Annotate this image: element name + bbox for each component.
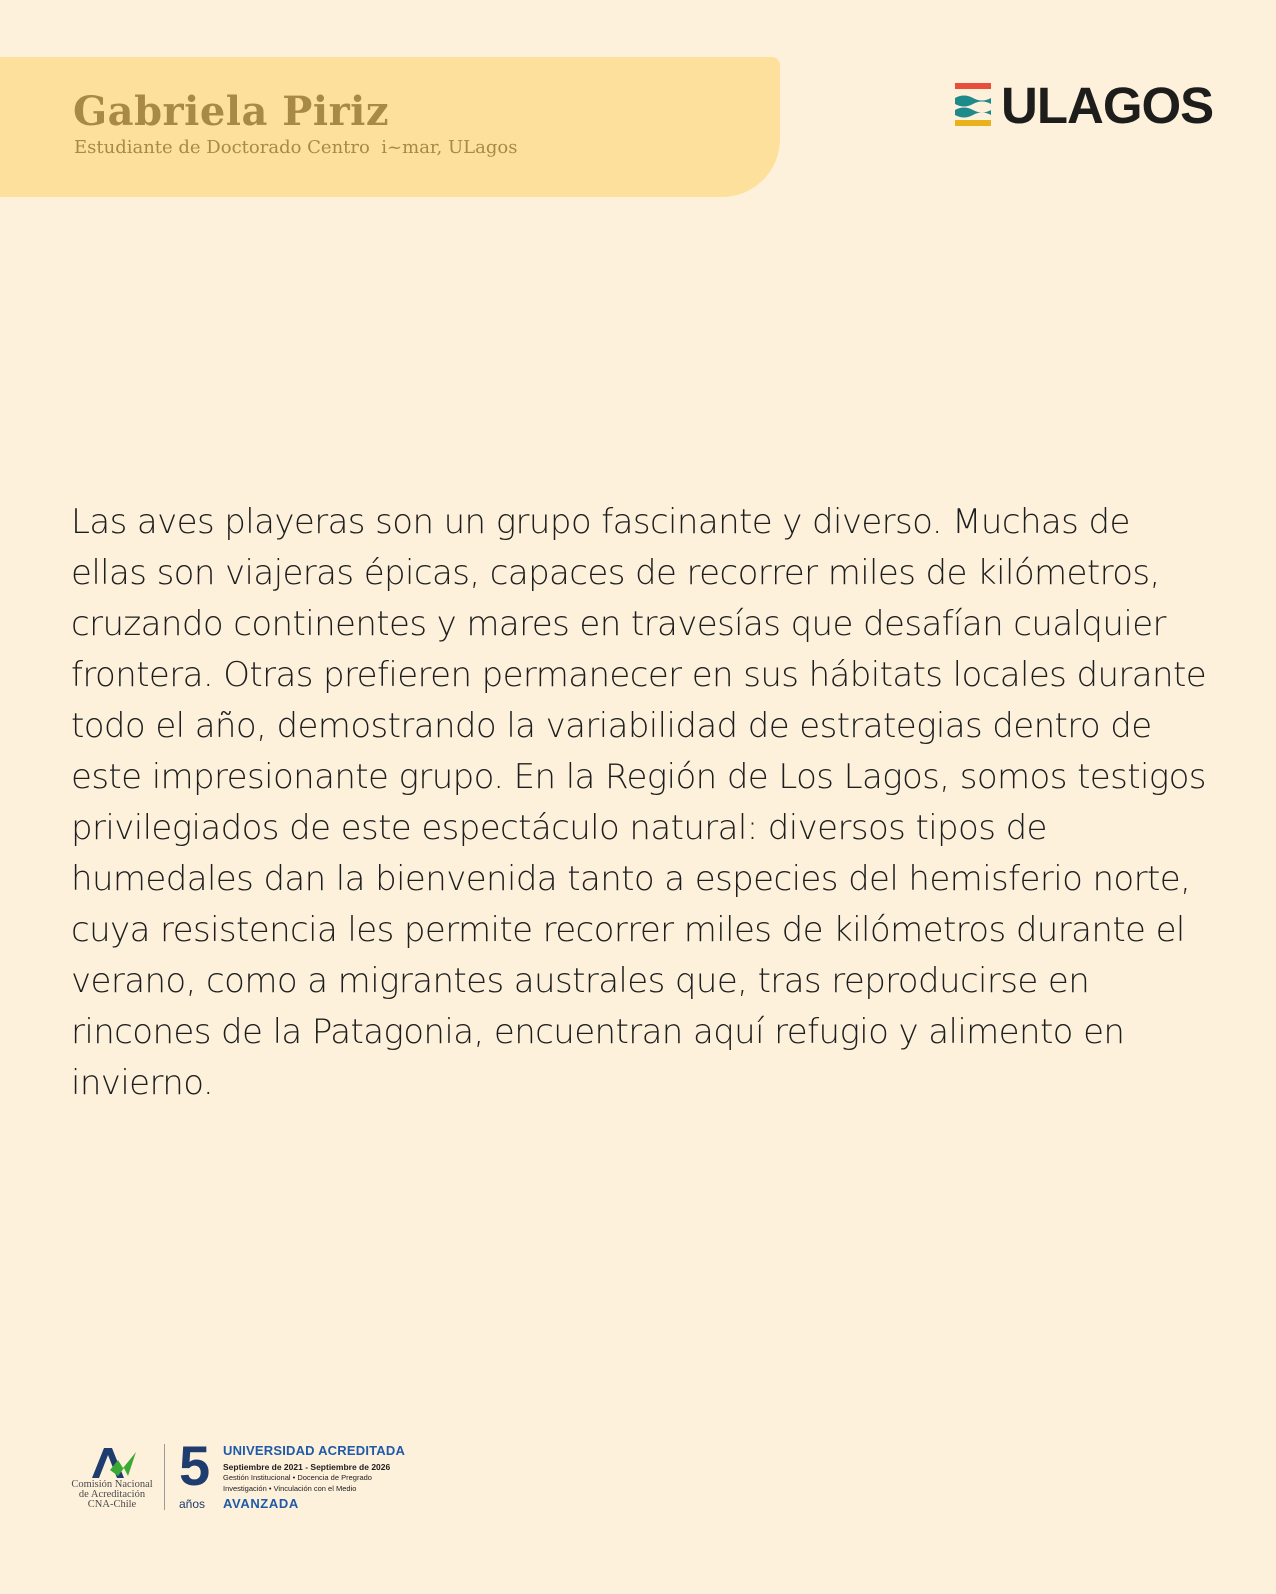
- cna-name: [68, 1480, 156, 1510]
- accreditation-level: AVANZADA: [223, 1496, 299, 1511]
- accreditation-years-unit: años: [179, 1497, 206, 1511]
- author-name: Gabriela Piriz: [73, 88, 390, 135]
- accreditation-areas-1: Gestión Institucional • Docencia de Pregrado: [223, 1473, 372, 1482]
- cna-line-1: Comisión Nacional: [71, 1479, 153, 1490]
- waves-icon: [955, 83, 993, 127]
- cna-line-3: CNA-Chile: [87, 1499, 137, 1510]
- cna-logo-icon: [90, 1446, 138, 1480]
- footer-divider: [164, 1444, 165, 1510]
- brand-wordmark: ULAGOS: [1001, 77, 1214, 134]
- article-paragraph: Las aves playeras son un grupo fascinante y diverso. Muchas de ellas son viajeras épicas, capaces de recorrer miles de kilómetros, cruzando continentes y mares en travesías que desafían cualquier frontera. Otras prefieren permanecer en sus hábitats locales durante todo el año, demostrando la variabilidad de estrategias dentro de este impresionante grupo. En la Región de Los Lagos, somos testigos privilegiados de este espectáculo natural: diversos tipos de humedales dan la bienvenida tanto a especies del hemisferio norte, cuya resistencia les permite recorrer miles de kilómetros durante el verano, como a migrantes australes que, tras reproducirse en rincones de la Patagonia, encuentran aquí refugio y alimento en invierno.: [71, 502, 1207, 1103]
- accreditation-title: UNIVERSIDAD ACREDITADA: [223, 1443, 406, 1458]
- accreditation-years: 5: [179, 1434, 211, 1497]
- ulagos-logo: [955, 77, 1214, 134]
- accreditation-period: Septiembre de 2021 - Septiembre de 2026: [223, 1462, 391, 1472]
- accreditation-footer: [68, 1434, 428, 1515]
- author-role: Estudiante de Doctorado Centro i~mar, ULagos: [74, 137, 518, 158]
- accreditation-areas-2: Investigación • Vinculación con el Medio: [223, 1484, 357, 1493]
- cna-line-2: de Acreditación: [78, 1489, 146, 1500]
